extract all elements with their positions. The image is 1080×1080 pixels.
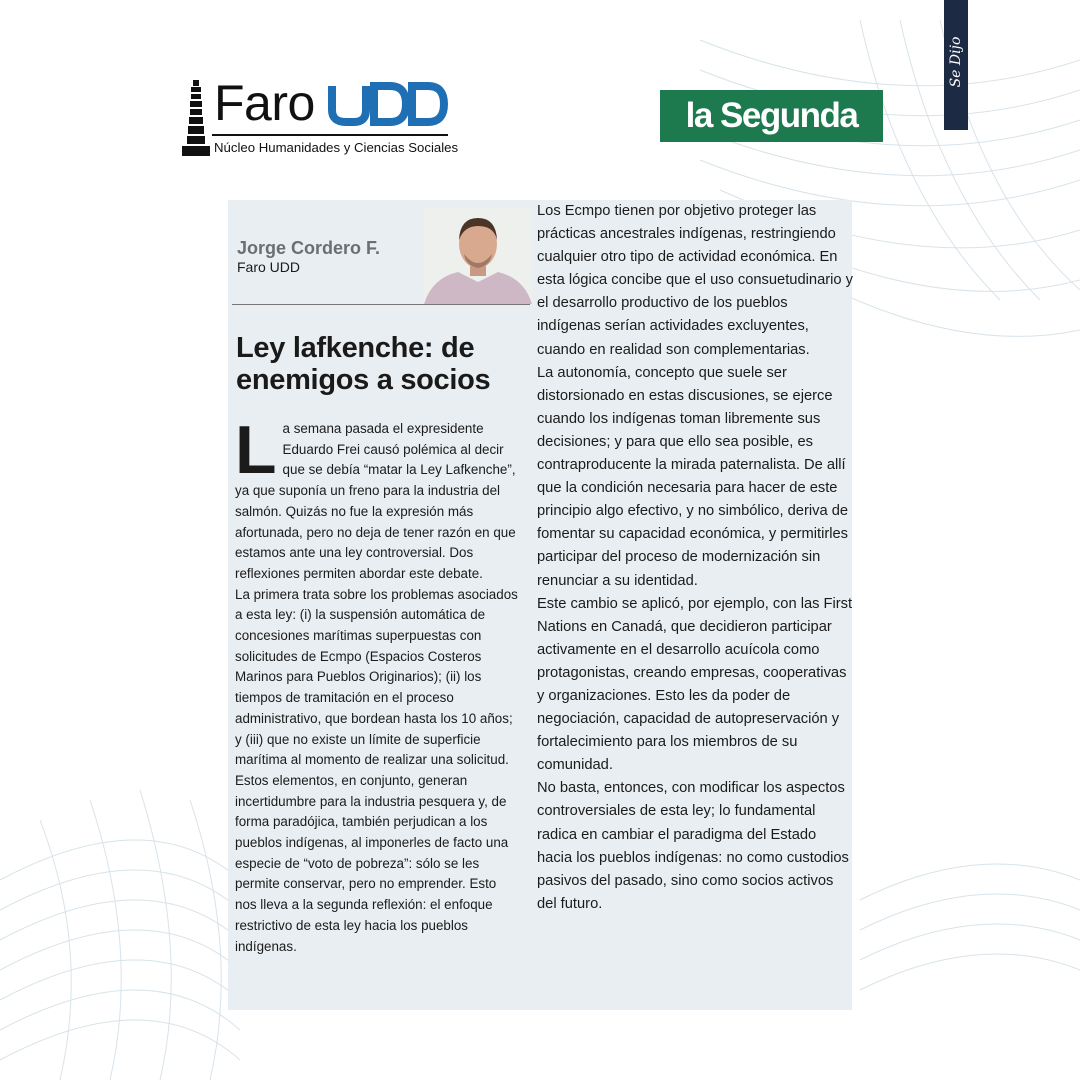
article-column-2: [537, 200, 855, 916]
se-dijo-label: Se Dijo: [948, 36, 964, 88]
udd-logo: [328, 82, 448, 126]
paragraph: La primera trata sobre los problemas asociados a esta ley: (i) la suspensión automática de concesiones marítimas superpuestas con solicitudes de Ecmpo (Espacios Costeros Marinos para Pueblos Originarios); (ii) los tiempos de tramitación en el proceso administrativo, que bordean hasta los 10 años; y (iii) que no existe un límite de superficie marítima al momento de realizar una solicitud.: [235, 586, 518, 768]
paragraph: Estos elementos, en conjunto, generan incertidumbre para la industria pesquera y, de forma paradójica, también perjudican a los pueblos indígenas, al imponerles de facto una especie de “voto de pobreza”: sólo se les permite conservar, pero no emprender. Esto nos lleva a la segunda reflexión: el enfoque restrictivo de esta ley hacia los pueblos indígenas.: [235, 772, 509, 954]
faro-udd-logo: [182, 75, 459, 160]
author-name: Jorge Cordero F.: [237, 238, 381, 258]
faro-wordmark: Faro: [214, 75, 315, 131]
author-divider: [232, 304, 530, 305]
paragraph: La autonomía, concepto que suele ser distorsionado en estas discusiones, se ejerce cuando los indígenas toman libremente sus decisiones; y para que ello sea posible, es contraproducente la mirada paternalista. De allí que la condición necesaria para hacer de este principio algo efectivo, y no simbólico, deriva de fomentar su capacidad económica, y permitirles participar del proceso de modernización sin renunciar a su identidad.: [537, 364, 849, 589]
paragraph: Los Ecmpo tienen por objetivo proteger las prácticas ancestrales indígenas, restringiendo cualquier otro tipo de actividad económica. En esta lógica concibe que el uso consuetudinario y el desarrollo productivo de los pueblos indígenas serían actividades excluyentes, cuando en realidad son complementarias.: [537, 203, 853, 358]
paragraph: a semana pasada el expresidente Eduardo Frei causó polémica al decir que se debía “matar la Ley Lafkenche”, ya que suponía un freno para la industria del salmón. Quizás no fue la expresión más afortunada, pero no deja de tener razón en que estamos ante una ley controversial. Dos reflexiones permiten abordar este debate.: [235, 421, 516, 581]
drop-cap: L: [235, 412, 277, 488]
lighthouse-icon: [182, 80, 210, 156]
author-affiliation: Faro UDD: [237, 259, 301, 275]
la-segunda-logo: la Segunda: [660, 90, 883, 142]
paragraph: No basta, entonces, con modificar los aspectos controversiales de esta ley; lo fundamental radica en cambiar el paradigma del Estado hacia los pueblos indígenas: no como custodios pasivos del pasado, sino como socios activos del futuro.: [537, 780, 849, 912]
author-photo: [424, 208, 532, 304]
faro-subtitle: Núcleo Humanidades y Ciencias Sociales: [214, 140, 459, 155]
article-headline: Ley lafkenche: de enemigos a socios: [236, 332, 491, 396]
logo-divider: [212, 134, 448, 136]
article-column-1: [235, 412, 521, 957]
se-dijo-tag: [944, 0, 968, 130]
paragraph: Este cambio se aplicó, por ejemplo, con las First Nations en Canadá, que decidieron participar activamente en el desarrollo acuícola como protagonistas, creando empresas, cooperativas y organizaciones. Esto les da poder de negociación, capacidad de autopreservación y fortalecimiento para los miembros de su comunidad.: [537, 595, 853, 774]
